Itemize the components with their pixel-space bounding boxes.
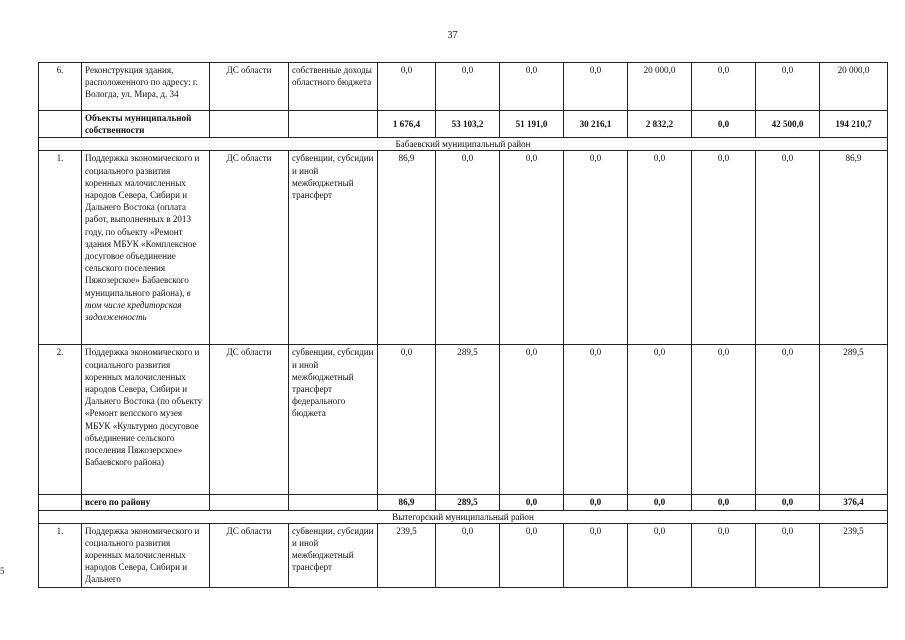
region-header-row	[39, 510, 888, 523]
funding-source: субвенции, субсидии и иной межбюджетный трансферт	[289, 523, 378, 587]
value-cell: 0,0	[564, 523, 628, 587]
value-cell: 0,0	[628, 345, 692, 495]
table-row	[39, 345, 888, 495]
funding-source: собственные доходы областного бюджета	[289, 63, 378, 111]
table-row	[39, 523, 888, 587]
value-cell: 0,0	[564, 63, 628, 111]
total-row	[39, 111, 888, 138]
page-number: 37	[447, 30, 458, 41]
object-italic-note: в том числе кредиторская задолженность	[85, 287, 191, 323]
region-title: Вытегорский муниципальный район	[39, 510, 888, 523]
object-name	[82, 151, 210, 345]
total-value: 0,0	[692, 111, 756, 138]
value-cell: 0,0	[692, 151, 756, 345]
total-value: 0,0	[756, 495, 820, 510]
object-name: Реконструкция здания, расположенного по адресу: г. Вологда, ул. Мира, д. 34	[82, 63, 210, 111]
value-cell: 86,9	[378, 151, 436, 345]
total-value: 2 832,2	[628, 111, 692, 138]
region-title: Бабаевский муниципальный район	[39, 138, 888, 151]
object-text: Поддержка экономического и социального развития коренных малочисленных народов Севера, Сибири и Дальнего Востока (оплата работ, выполненных в 2013 году, по объекту «Ремонт здания МБУК «Комплексное досуговое объединение сельского поселения Пяжозерское» Бабаевского муниципального района),	[85, 153, 200, 298]
total-value: 0,0	[628, 495, 692, 510]
value-cell: 20 000,0	[628, 63, 692, 111]
total-row	[39, 495, 888, 510]
margin-mark: 5	[0, 566, 5, 576]
value-cell: 0,0	[692, 523, 756, 587]
value-cell: 20 000,0	[820, 63, 888, 111]
funding-source: субвенции, субсидии и иной межбюджетный трансферт	[289, 151, 378, 345]
total-value: 51 191,0	[500, 111, 564, 138]
funding-source: субвенции, субсидии и иной межбюджетный трансферт федерального бюджета	[289, 345, 378, 495]
value-cell: 239,5	[378, 523, 436, 587]
total-value: 289,5	[436, 495, 500, 510]
budget-table	[38, 62, 888, 588]
value-cell: 239,5	[820, 523, 888, 587]
value-cell: 0,0	[378, 345, 436, 495]
total-value: 86,9	[378, 495, 436, 510]
value-cell: 0,0	[756, 63, 820, 111]
value-cell: 0,0	[628, 523, 692, 587]
value-cell: 86,9	[820, 151, 888, 345]
table-row	[39, 63, 888, 111]
total-value: 0,0	[564, 495, 628, 510]
row-index: 2.	[39, 345, 82, 495]
organization: ДС области	[210, 345, 289, 495]
organization: ДС области	[210, 63, 289, 111]
row-index: 6.	[39, 63, 82, 111]
total-value: 0,0	[692, 495, 756, 510]
total-label: Объекты муниципальной собственности	[82, 111, 210, 138]
total-value: 0,0	[500, 495, 564, 510]
organization: ДС области	[210, 523, 289, 587]
value-cell: 0,0	[500, 151, 564, 345]
organization: ДС области	[210, 151, 289, 345]
total-value: 42 500,0	[756, 111, 820, 138]
value-cell: 0,0	[436, 63, 500, 111]
region-header-row	[39, 138, 888, 151]
total-label: всего по району	[82, 495, 210, 510]
value-cell: 0,0	[500, 63, 564, 111]
total-value: 1 676,4	[378, 111, 436, 138]
value-cell: 289,5	[820, 345, 888, 495]
total-value: 30 216,1	[564, 111, 628, 138]
row-index: 1.	[39, 151, 82, 345]
value-cell: 0,0	[436, 523, 500, 587]
value-cell: 0,0	[692, 345, 756, 495]
object-name: Поддержка экономического и социального развития коренных малочисленных народов Севера, Сибири и Дальнего	[82, 523, 210, 587]
value-cell: 0,0	[756, 523, 820, 587]
total-value: 194 210,7	[820, 111, 888, 138]
object-name: Поддержка экономического и социального развития коренных малочисленных народов Севера, Сибири и Дальнего Востока (по объекту «Ремонт вепсского музея МБУК «Культурно досуговое объединение сельского поселения Пяжозерское» Бабаевского района)	[82, 345, 210, 495]
total-value: 376,4	[820, 495, 888, 510]
table-row	[39, 151, 888, 345]
value-cell: 0,0	[756, 151, 820, 345]
value-cell: 0,0	[500, 345, 564, 495]
value-cell: 0,0	[564, 151, 628, 345]
value-cell: 0,0	[500, 523, 564, 587]
value-cell: 289,5	[436, 345, 500, 495]
row-index: 1.	[39, 523, 82, 587]
value-cell: 0,0	[628, 151, 692, 345]
value-cell: 0,0	[756, 345, 820, 495]
value-cell: 0,0	[436, 151, 500, 345]
value-cell: 0,0	[378, 63, 436, 111]
value-cell: 0,0	[564, 345, 628, 495]
total-value: 53 103,2	[436, 111, 500, 138]
value-cell: 0,0	[692, 63, 756, 111]
